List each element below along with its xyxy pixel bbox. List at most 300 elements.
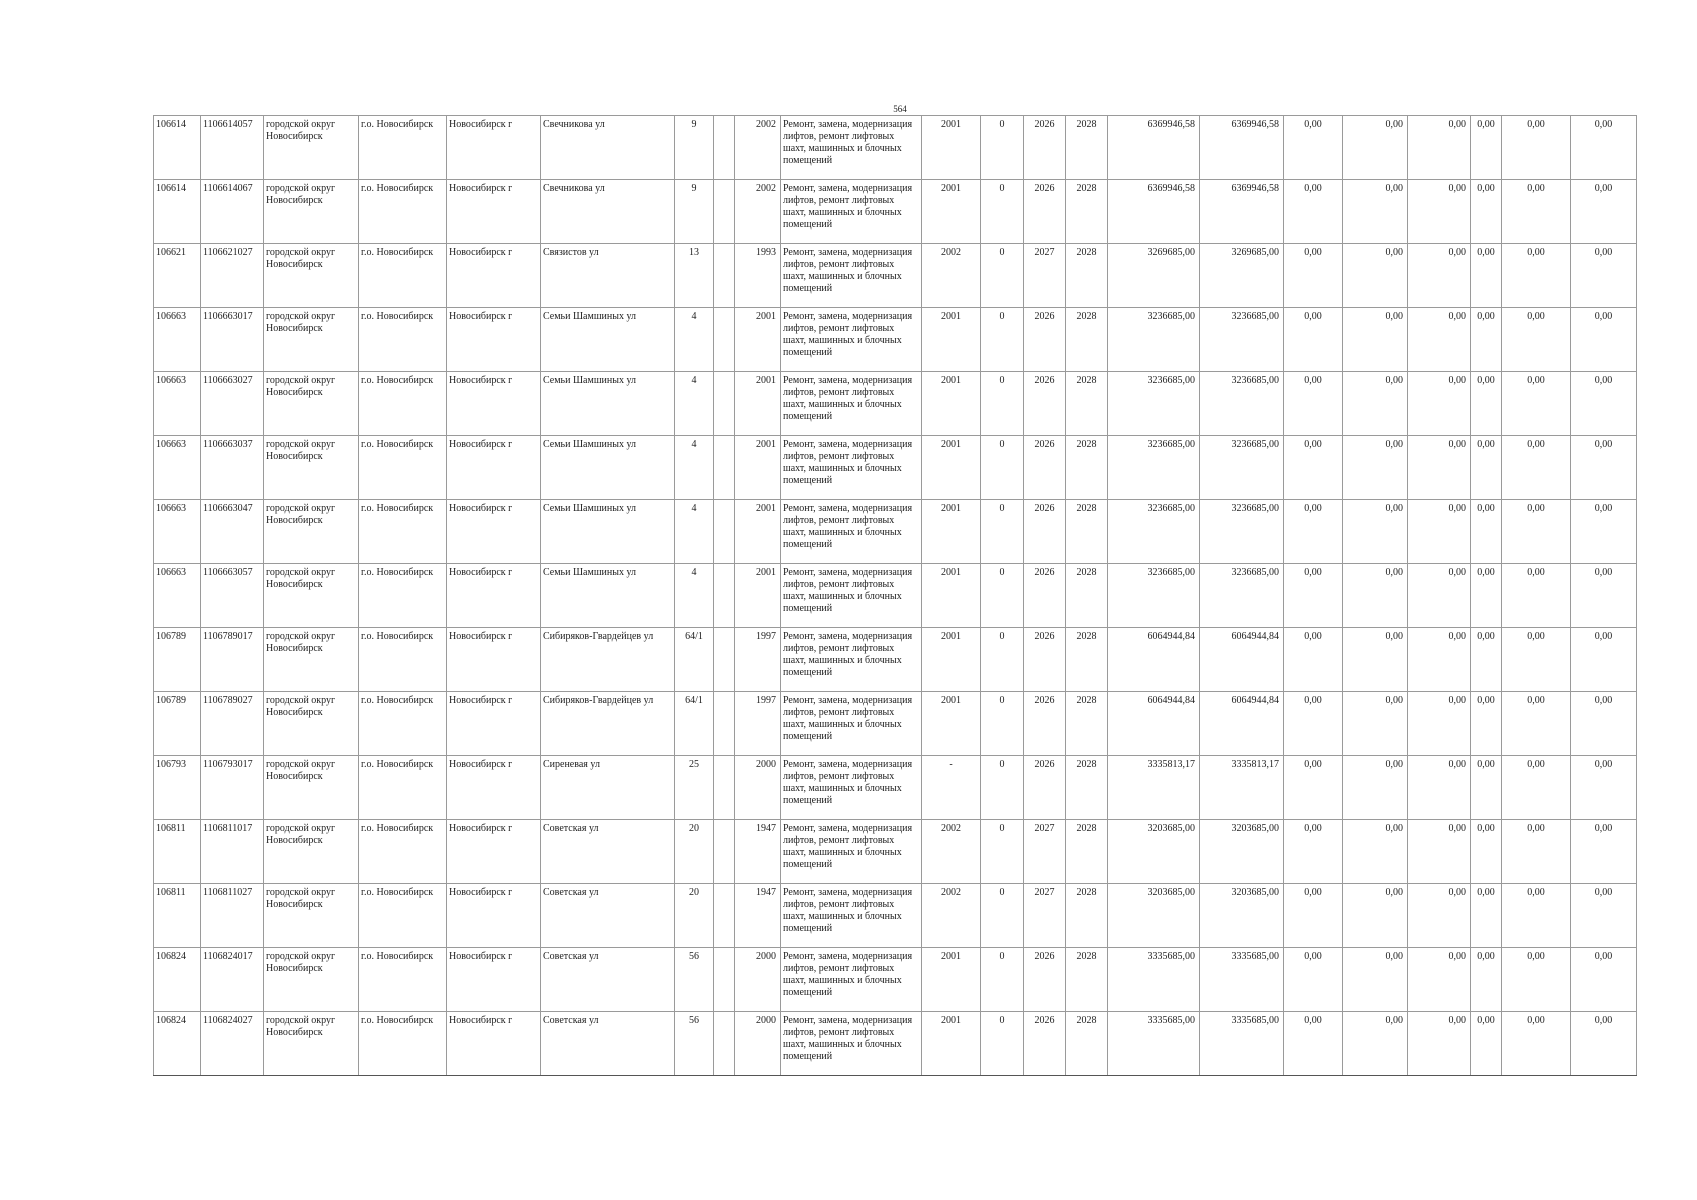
cell-cost-local: 0,00 bbox=[1343, 116, 1408, 180]
cell-cost-other: 0,00 bbox=[1471, 436, 1502, 500]
cell-cost-other: 0,00 bbox=[1471, 884, 1502, 948]
cell-object-id: 106811 bbox=[154, 884, 201, 948]
cell-municipality: городской округ Новосибирск bbox=[264, 628, 359, 692]
table-row bbox=[154, 436, 1637, 500]
cell-last-repair-year: 2001 bbox=[922, 308, 981, 372]
cell-reserve-flag: 0 bbox=[981, 1012, 1024, 1076]
cell-district: г.о. Новосибирск bbox=[359, 948, 447, 1012]
cell-municipality: городской округ Новосибирск bbox=[264, 756, 359, 820]
cell-cost-regional: 3269685,00 bbox=[1200, 244, 1284, 308]
cell-total-cost: 6064944,84 bbox=[1108, 628, 1200, 692]
cell-cost-extra: 0,00 bbox=[1502, 756, 1571, 820]
cell-reserve-flag: 0 bbox=[981, 436, 1024, 500]
cell-plan-end-year: 2028 bbox=[1066, 756, 1108, 820]
cell-object-id: 106824 bbox=[154, 948, 201, 1012]
cell-municipality: городской округ Новосибирск bbox=[264, 500, 359, 564]
cell-cost-extra: 0,00 bbox=[1502, 244, 1571, 308]
cell-cost-remaining: 0,00 bbox=[1571, 756, 1637, 820]
cell-cost-federal: 0,00 bbox=[1284, 500, 1343, 564]
cell-reserve-flag: 0 bbox=[981, 820, 1024, 884]
cell-work-type: Ремонт, замена, модернизация лифтов, ремонт лифтовых шахт, машинных и блочных помещений bbox=[781, 372, 922, 436]
cell-plan-end-year: 2028 bbox=[1066, 692, 1108, 756]
cell-element-code: 1106663057 bbox=[201, 564, 264, 628]
cell-plan-start-year: 2026 bbox=[1024, 116, 1066, 180]
page-number: 564 bbox=[893, 104, 907, 114]
cell-reserve-flag: 0 bbox=[981, 308, 1024, 372]
cell-cost-owners: 0,00 bbox=[1408, 372, 1471, 436]
cell-house-number: 9 bbox=[675, 116, 714, 180]
cell-cost-other: 0,00 bbox=[1471, 628, 1502, 692]
cell-element-code: 1106824027 bbox=[201, 1012, 264, 1076]
cell-plan-end-year: 2028 bbox=[1066, 116, 1108, 180]
cell-cost-extra: 0,00 bbox=[1502, 948, 1571, 1012]
cell-total-cost: 3269685,00 bbox=[1108, 244, 1200, 308]
cell-plan-end-year: 2028 bbox=[1066, 436, 1108, 500]
cell-cost-federal: 0,00 bbox=[1284, 1012, 1343, 1076]
cell-house-number: 56 bbox=[675, 1012, 714, 1076]
cell-work-type: Ремонт, замена, модернизация лифтов, ремонт лифтовых шахт, машинных и блочных помещений bbox=[781, 180, 922, 244]
cell-reserve-flag: 0 bbox=[981, 180, 1024, 244]
cell-street: Советская ул bbox=[541, 884, 675, 948]
cell-plan-start-year: 2026 bbox=[1024, 628, 1066, 692]
cell-cost-regional: 3203685,00 bbox=[1200, 884, 1284, 948]
cell-cost-federal: 0,00 bbox=[1284, 692, 1343, 756]
cell-cost-owners: 0,00 bbox=[1408, 436, 1471, 500]
cell-cost-regional: 3203685,00 bbox=[1200, 820, 1284, 884]
cell-cost-remaining: 0,00 bbox=[1571, 692, 1637, 756]
cell-element-code: 1106789017 bbox=[201, 628, 264, 692]
cell-work-type: Ремонт, замена, модернизация лифтов, ремонт лифтовых шахт, машинных и блочных помещений bbox=[781, 1012, 922, 1076]
cell-cost-owners: 0,00 bbox=[1408, 820, 1471, 884]
cell-cost-owners: 0,00 bbox=[1408, 948, 1471, 1012]
cell-last-repair-year: - bbox=[922, 756, 981, 820]
cell-last-repair-year: 2002 bbox=[922, 820, 981, 884]
cell-cost-remaining: 0,00 bbox=[1571, 820, 1637, 884]
cell-municipality: городской округ Новосибирск bbox=[264, 436, 359, 500]
cell-building-letter bbox=[714, 756, 735, 820]
cell-element-code: 1106614067 bbox=[201, 180, 264, 244]
cell-work-type: Ремонт, замена, модернизация лифтов, ремонт лифтовых шахт, машинных и блочных помещений bbox=[781, 820, 922, 884]
cell-reserve-flag: 0 bbox=[981, 372, 1024, 436]
cell-element-code: 1106663037 bbox=[201, 436, 264, 500]
cell-cost-remaining: 0,00 bbox=[1571, 244, 1637, 308]
table-row bbox=[154, 948, 1637, 1012]
cell-object-id: 106824 bbox=[154, 1012, 201, 1076]
cell-cost-remaining: 0,00 bbox=[1571, 308, 1637, 372]
cell-building-letter bbox=[714, 180, 735, 244]
table-row bbox=[154, 820, 1637, 884]
cell-cost-federal: 0,00 bbox=[1284, 564, 1343, 628]
cell-street: Сибиряков-Гвардейцев ул bbox=[541, 692, 675, 756]
cell-object-id: 106614 bbox=[154, 116, 201, 180]
table-body bbox=[154, 116, 1637, 1076]
cell-total-cost: 3335813,17 bbox=[1108, 756, 1200, 820]
cell-plan-start-year: 2026 bbox=[1024, 308, 1066, 372]
cell-cost-local: 0,00 bbox=[1343, 820, 1408, 884]
cell-cost-owners: 0,00 bbox=[1408, 884, 1471, 948]
cell-last-repair-year: 2001 bbox=[922, 500, 981, 564]
cell-object-id: 106663 bbox=[154, 500, 201, 564]
cell-build-year: 1993 bbox=[735, 244, 781, 308]
cell-cost-owners: 0,00 bbox=[1408, 756, 1471, 820]
cell-cost-local: 0,00 bbox=[1343, 692, 1408, 756]
cell-cost-other: 0,00 bbox=[1471, 180, 1502, 244]
cell-plan-start-year: 2027 bbox=[1024, 820, 1066, 884]
cell-district: г.о. Новосибирск bbox=[359, 372, 447, 436]
cell-reserve-flag: 0 bbox=[981, 692, 1024, 756]
cell-cost-extra: 0,00 bbox=[1502, 372, 1571, 436]
cell-reserve-flag: 0 bbox=[981, 628, 1024, 692]
cell-object-id: 106663 bbox=[154, 436, 201, 500]
cell-municipality: городской округ Новосибирск bbox=[264, 372, 359, 436]
cell-street: Свечникова ул bbox=[541, 180, 675, 244]
cell-plan-end-year: 2028 bbox=[1066, 884, 1108, 948]
cell-element-code: 1106663027 bbox=[201, 372, 264, 436]
cell-house-number: 4 bbox=[675, 308, 714, 372]
cell-street: Советская ул bbox=[541, 1012, 675, 1076]
table-row bbox=[154, 884, 1637, 948]
cell-work-type: Ремонт, замена, модернизация лифтов, ремонт лифтовых шахт, машинных и блочных помещений bbox=[781, 436, 922, 500]
cell-cost-other: 0,00 bbox=[1471, 244, 1502, 308]
cell-cost-regional: 6064944,84 bbox=[1200, 692, 1284, 756]
cell-cost-regional: 3236685,00 bbox=[1200, 372, 1284, 436]
cell-municipality: городской округ Новосибирск bbox=[264, 564, 359, 628]
cell-work-type: Ремонт, замена, модернизация лифтов, ремонт лифтовых шахт, машинных и блочных помещений bbox=[781, 564, 922, 628]
cell-cost-owners: 0,00 bbox=[1408, 564, 1471, 628]
cell-cost-extra: 0,00 bbox=[1502, 628, 1571, 692]
cell-district: г.о. Новосибирск bbox=[359, 1012, 447, 1076]
cell-street: Сибиряков-Гвардейцев ул bbox=[541, 628, 675, 692]
cell-element-code: 1106811017 bbox=[201, 820, 264, 884]
table-row bbox=[154, 692, 1637, 756]
cell-cost-federal: 0,00 bbox=[1284, 756, 1343, 820]
cell-cost-regional: 3236685,00 bbox=[1200, 564, 1284, 628]
cell-street: Советская ул bbox=[541, 820, 675, 884]
cell-plan-start-year: 2026 bbox=[1024, 564, 1066, 628]
cell-last-repair-year: 2001 bbox=[922, 628, 981, 692]
cell-cost-regional: 3236685,00 bbox=[1200, 436, 1284, 500]
cell-cost-remaining: 0,00 bbox=[1571, 884, 1637, 948]
table-row bbox=[154, 500, 1637, 564]
cell-street: Семьи Шамшиных ул bbox=[541, 436, 675, 500]
cell-building-letter bbox=[714, 436, 735, 500]
cell-build-year: 1947 bbox=[735, 884, 781, 948]
cell-district: г.о. Новосибирск bbox=[359, 500, 447, 564]
cell-house-number: 20 bbox=[675, 884, 714, 948]
cell-plan-start-year: 2026 bbox=[1024, 756, 1066, 820]
cell-municipality: городской округ Новосибирск bbox=[264, 1012, 359, 1076]
table-row bbox=[154, 180, 1637, 244]
cell-total-cost: 6064944,84 bbox=[1108, 692, 1200, 756]
cell-street: Свечникова ул bbox=[541, 116, 675, 180]
cell-building-letter bbox=[714, 692, 735, 756]
cell-cost-owners: 0,00 bbox=[1408, 692, 1471, 756]
cell-cost-local: 0,00 bbox=[1343, 564, 1408, 628]
cell-settlement: Новосибирск г bbox=[447, 500, 541, 564]
cell-build-year: 2002 bbox=[735, 180, 781, 244]
cell-cost-remaining: 0,00 bbox=[1571, 500, 1637, 564]
cell-plan-end-year: 2028 bbox=[1066, 244, 1108, 308]
table-row bbox=[154, 244, 1637, 308]
cell-cost-extra: 0,00 bbox=[1502, 692, 1571, 756]
cell-cost-other: 0,00 bbox=[1471, 308, 1502, 372]
repair-schedule-table bbox=[153, 115, 1637, 1076]
cell-cost-extra: 0,00 bbox=[1502, 884, 1571, 948]
cell-street: Семьи Шамшиных ул bbox=[541, 308, 675, 372]
cell-cost-regional: 3236685,00 bbox=[1200, 308, 1284, 372]
cell-house-number: 20 bbox=[675, 820, 714, 884]
cell-element-code: 1106663017 bbox=[201, 308, 264, 372]
cell-build-year: 2001 bbox=[735, 372, 781, 436]
cell-cost-remaining: 0,00 bbox=[1571, 948, 1637, 1012]
cell-cost-local: 0,00 bbox=[1343, 372, 1408, 436]
cell-municipality: городской округ Новосибирск bbox=[264, 244, 359, 308]
cell-work-type: Ремонт, замена, модернизация лифтов, ремонт лифтовых шахт, машинных и блочных помещений bbox=[781, 308, 922, 372]
cell-plan-start-year: 2026 bbox=[1024, 1012, 1066, 1076]
cell-cost-remaining: 0,00 bbox=[1571, 436, 1637, 500]
cell-street: Связистов ул bbox=[541, 244, 675, 308]
cell-building-letter bbox=[714, 116, 735, 180]
cell-plan-start-year: 2026 bbox=[1024, 692, 1066, 756]
cell-building-letter bbox=[714, 884, 735, 948]
table-row bbox=[154, 116, 1637, 180]
cell-build-year: 2001 bbox=[735, 564, 781, 628]
cell-build-year: 2001 bbox=[735, 308, 781, 372]
cell-plan-end-year: 2028 bbox=[1066, 180, 1108, 244]
cell-settlement: Новосибирск г bbox=[447, 820, 541, 884]
cell-municipality: городской округ Новосибирск bbox=[264, 180, 359, 244]
cell-object-id: 106663 bbox=[154, 372, 201, 436]
cell-plan-end-year: 2028 bbox=[1066, 1012, 1108, 1076]
cell-build-year: 1997 bbox=[735, 628, 781, 692]
cell-work-type: Ремонт, замена, модернизация лифтов, ремонт лифтовых шахт, машинных и блочных помещений bbox=[781, 756, 922, 820]
cell-house-number: 56 bbox=[675, 948, 714, 1012]
table-row bbox=[154, 564, 1637, 628]
cell-work-type: Ремонт, замена, модернизация лифтов, ремонт лифтовых шахт, машинных и блочных помещений bbox=[781, 884, 922, 948]
cell-total-cost: 3236685,00 bbox=[1108, 564, 1200, 628]
cell-plan-start-year: 2026 bbox=[1024, 500, 1066, 564]
cell-house-number: 4 bbox=[675, 372, 714, 436]
table-row bbox=[154, 1012, 1637, 1076]
cell-plan-start-year: 2026 bbox=[1024, 436, 1066, 500]
cell-cost-federal: 0,00 bbox=[1284, 628, 1343, 692]
cell-settlement: Новосибирск г bbox=[447, 372, 541, 436]
cell-cost-regional: 6369946,58 bbox=[1200, 180, 1284, 244]
cell-last-repair-year: 2001 bbox=[922, 116, 981, 180]
cell-cost-regional: 6064944,84 bbox=[1200, 628, 1284, 692]
cell-element-code: 1106811027 bbox=[201, 884, 264, 948]
cell-street: Семьи Шамшиных ул bbox=[541, 372, 675, 436]
cell-build-year: 2001 bbox=[735, 500, 781, 564]
cell-street: Семьи Шамшиных ул bbox=[541, 564, 675, 628]
cell-last-repair-year: 2001 bbox=[922, 948, 981, 1012]
cell-district: г.о. Новосибирск bbox=[359, 884, 447, 948]
cell-cost-federal: 0,00 bbox=[1284, 948, 1343, 1012]
cell-cost-federal: 0,00 bbox=[1284, 244, 1343, 308]
cell-plan-end-year: 2028 bbox=[1066, 308, 1108, 372]
cell-settlement: Новосибирск г bbox=[447, 564, 541, 628]
table-row bbox=[154, 756, 1637, 820]
cell-street: Советская ул bbox=[541, 948, 675, 1012]
cell-total-cost: 3236685,00 bbox=[1108, 308, 1200, 372]
cell-object-id: 106789 bbox=[154, 692, 201, 756]
cell-reserve-flag: 0 bbox=[981, 948, 1024, 1012]
cell-cost-other: 0,00 bbox=[1471, 692, 1502, 756]
cell-cost-local: 0,00 bbox=[1343, 756, 1408, 820]
cell-settlement: Новосибирск г bbox=[447, 308, 541, 372]
cell-cost-local: 0,00 bbox=[1343, 244, 1408, 308]
cell-total-cost: 3335685,00 bbox=[1108, 1012, 1200, 1076]
cell-reserve-flag: 0 bbox=[981, 564, 1024, 628]
cell-house-number: 64/1 bbox=[675, 628, 714, 692]
cell-cost-owners: 0,00 bbox=[1408, 180, 1471, 244]
cell-cost-other: 0,00 bbox=[1471, 564, 1502, 628]
cell-cost-extra: 0,00 bbox=[1502, 500, 1571, 564]
cell-cost-other: 0,00 bbox=[1471, 116, 1502, 180]
cell-district: г.о. Новосибирск bbox=[359, 820, 447, 884]
cell-building-letter bbox=[714, 820, 735, 884]
cell-cost-regional: 6369946,58 bbox=[1200, 116, 1284, 180]
table-row bbox=[154, 308, 1637, 372]
cell-settlement: Новосибирск г bbox=[447, 692, 541, 756]
table-row bbox=[154, 628, 1637, 692]
cell-reserve-flag: 0 bbox=[981, 884, 1024, 948]
cell-object-id: 106793 bbox=[154, 756, 201, 820]
cell-plan-start-year: 2026 bbox=[1024, 372, 1066, 436]
cell-cost-remaining: 0,00 bbox=[1571, 372, 1637, 436]
cell-object-id: 106663 bbox=[154, 308, 201, 372]
cell-settlement: Новосибирск г bbox=[447, 244, 541, 308]
cell-last-repair-year: 2002 bbox=[922, 244, 981, 308]
cell-cost-federal: 0,00 bbox=[1284, 372, 1343, 436]
cell-total-cost: 6369946,58 bbox=[1108, 180, 1200, 244]
cell-house-number: 4 bbox=[675, 436, 714, 500]
cell-district: г.о. Новосибирск bbox=[359, 180, 447, 244]
cell-plan-end-year: 2028 bbox=[1066, 372, 1108, 436]
cell-object-id: 106789 bbox=[154, 628, 201, 692]
cell-municipality: городской округ Новосибирск bbox=[264, 820, 359, 884]
cell-cost-owners: 0,00 bbox=[1408, 628, 1471, 692]
cell-object-id: 106663 bbox=[154, 564, 201, 628]
table-row bbox=[154, 372, 1637, 436]
cell-settlement: Новосибирск г bbox=[447, 1012, 541, 1076]
cell-total-cost: 3203685,00 bbox=[1108, 820, 1200, 884]
cell-cost-regional: 3236685,00 bbox=[1200, 500, 1284, 564]
cell-build-year: 1947 bbox=[735, 820, 781, 884]
cell-last-repair-year: 2001 bbox=[922, 180, 981, 244]
cell-house-number: 9 bbox=[675, 180, 714, 244]
cell-building-letter bbox=[714, 564, 735, 628]
cell-house-number: 25 bbox=[675, 756, 714, 820]
cell-build-year: 2000 bbox=[735, 948, 781, 1012]
cell-work-type: Ремонт, замена, модернизация лифтов, ремонт лифтовых шахт, машинных и блочных помещений bbox=[781, 244, 922, 308]
cell-last-repair-year: 2002 bbox=[922, 884, 981, 948]
cell-cost-local: 0,00 bbox=[1343, 884, 1408, 948]
cell-building-letter bbox=[714, 628, 735, 692]
cell-total-cost: 3236685,00 bbox=[1108, 500, 1200, 564]
cell-plan-start-year: 2027 bbox=[1024, 244, 1066, 308]
cell-cost-remaining: 0,00 bbox=[1571, 628, 1637, 692]
cell-cost-other: 0,00 bbox=[1471, 948, 1502, 1012]
cell-plan-end-year: 2028 bbox=[1066, 628, 1108, 692]
cell-municipality: городской округ Новосибирск bbox=[264, 692, 359, 756]
cell-element-code: 1106621027 bbox=[201, 244, 264, 308]
cell-cost-extra: 0,00 bbox=[1502, 820, 1571, 884]
cell-reserve-flag: 0 bbox=[981, 756, 1024, 820]
cell-plan-end-year: 2028 bbox=[1066, 820, 1108, 884]
cell-cost-regional: 3335685,00 bbox=[1200, 948, 1284, 1012]
cell-plan-end-year: 2028 bbox=[1066, 948, 1108, 1012]
cell-cost-owners: 0,00 bbox=[1408, 1012, 1471, 1076]
cell-plan-start-year: 2027 bbox=[1024, 884, 1066, 948]
cell-street: Семьи Шамшиных ул bbox=[541, 500, 675, 564]
cell-plan-end-year: 2028 bbox=[1066, 564, 1108, 628]
cell-municipality: городской округ Новосибирск bbox=[264, 308, 359, 372]
cell-work-type: Ремонт, замена, модернизация лифтов, ремонт лифтовых шахт, машинных и блочных помещений bbox=[781, 500, 922, 564]
cell-house-number: 64/1 bbox=[675, 692, 714, 756]
cell-settlement: Новосибирск г bbox=[447, 756, 541, 820]
cell-district: г.о. Новосибирск bbox=[359, 116, 447, 180]
cell-cost-regional: 3335813,17 bbox=[1200, 756, 1284, 820]
cell-municipality: городской округ Новосибирск bbox=[264, 948, 359, 1012]
cell-district: г.о. Новосибирск bbox=[359, 436, 447, 500]
cell-cost-extra: 0,00 bbox=[1502, 564, 1571, 628]
cell-reserve-flag: 0 bbox=[981, 500, 1024, 564]
cell-cost-owners: 0,00 bbox=[1408, 308, 1471, 372]
cell-element-code: 1106789027 bbox=[201, 692, 264, 756]
cell-house-number: 4 bbox=[675, 500, 714, 564]
cell-cost-remaining: 0,00 bbox=[1571, 564, 1637, 628]
cell-building-letter bbox=[714, 308, 735, 372]
cell-cost-extra: 0,00 bbox=[1502, 436, 1571, 500]
cell-element-code: 1106614057 bbox=[201, 116, 264, 180]
cell-settlement: Новосибирск г bbox=[447, 436, 541, 500]
cell-cost-federal: 0,00 bbox=[1284, 436, 1343, 500]
cell-district: г.о. Новосибирск bbox=[359, 564, 447, 628]
cell-cost-other: 0,00 bbox=[1471, 820, 1502, 884]
cell-cost-local: 0,00 bbox=[1343, 948, 1408, 1012]
cell-cost-local: 0,00 bbox=[1343, 1012, 1408, 1076]
cell-district: г.о. Новосибирск bbox=[359, 244, 447, 308]
cell-building-letter bbox=[714, 244, 735, 308]
cell-build-year: 2000 bbox=[735, 1012, 781, 1076]
cell-total-cost: 3335685,00 bbox=[1108, 948, 1200, 1012]
cell-municipality: городской округ Новосибирск bbox=[264, 116, 359, 180]
cell-cost-federal: 0,00 bbox=[1284, 820, 1343, 884]
cell-district: г.о. Новосибирск bbox=[359, 756, 447, 820]
cell-cost-extra: 0,00 bbox=[1502, 308, 1571, 372]
cell-total-cost: 3203685,00 bbox=[1108, 884, 1200, 948]
cell-reserve-flag: 0 bbox=[981, 244, 1024, 308]
cell-cost-owners: 0,00 bbox=[1408, 116, 1471, 180]
cell-last-repair-year: 2001 bbox=[922, 372, 981, 436]
cell-building-letter bbox=[714, 372, 735, 436]
cell-reserve-flag: 0 bbox=[981, 116, 1024, 180]
cell-cost-federal: 0,00 bbox=[1284, 180, 1343, 244]
cell-last-repair-year: 2001 bbox=[922, 692, 981, 756]
cell-object-id: 106811 bbox=[154, 820, 201, 884]
cell-last-repair-year: 2001 bbox=[922, 436, 981, 500]
cell-work-type: Ремонт, замена, модернизация лифтов, ремонт лифтовых шахт, машинных и блочных помещений bbox=[781, 948, 922, 1012]
cell-cost-local: 0,00 bbox=[1343, 180, 1408, 244]
cell-cost-other: 0,00 bbox=[1471, 372, 1502, 436]
cell-cost-local: 0,00 bbox=[1343, 436, 1408, 500]
cell-settlement: Новосибирск г bbox=[447, 948, 541, 1012]
cell-cost-local: 0,00 bbox=[1343, 308, 1408, 372]
cell-total-cost: 3236685,00 bbox=[1108, 436, 1200, 500]
cell-cost-remaining: 0,00 bbox=[1571, 116, 1637, 180]
cell-building-letter bbox=[714, 948, 735, 1012]
